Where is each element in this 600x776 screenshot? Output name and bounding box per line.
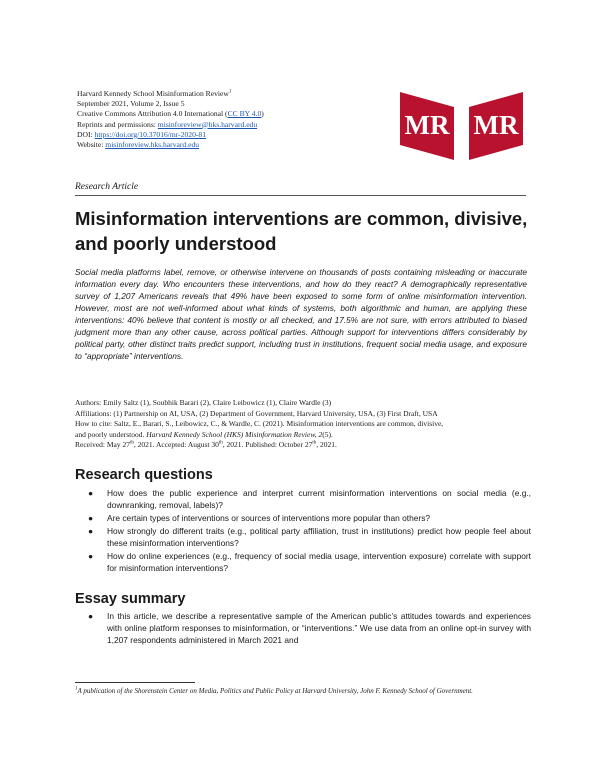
citation-plain: and poorly understood.: [75, 429, 147, 439]
logo-text-right: MR: [473, 110, 519, 140]
journal-meta: [77, 89, 264, 150]
footnote-mark[interactable]: 1: [228, 89, 232, 95]
journal-name-line: [77, 89, 264, 99]
website-prefix: Website:: [77, 140, 106, 150]
list-item: [0, 525, 531, 549]
published-sup: th: [312, 440, 317, 446]
license-line: [77, 109, 264, 119]
citation-end: (5).: [322, 429, 333, 439]
journal-name: Harvard Kennedy School Misinformation Review: [77, 89, 229, 98]
website-link[interactable]: misinforeview.hks.harvard.edu: [105, 140, 200, 150]
bullet: ●: [88, 513, 94, 523]
license-prefix: Creative Commons Attribution 4.0 International (: [77, 109, 228, 119]
list-item-text: Are certain types of interventions or sources of interventions more popular than others?: [107, 513, 431, 523]
footnote-text: A publication of the Shorenstein Center on Media, Politics and Public Policy at Harvard University, John F. Kennedy School of Government.: [77, 687, 473, 695]
received-sup: th: [129, 440, 134, 446]
published-date: , 2021. Published: October 27: [222, 440, 313, 449]
reprints-prefix: Reprints and permissions:: [77, 119, 158, 129]
article-info: [75, 398, 530, 451]
bullet: ●: [88, 488, 94, 498]
list-item-text: How does the public experience and interpret current misinformation interventions on social media (e.g., downranking, removal, labels)?: [107, 488, 531, 511]
citation-line-2: [75, 430, 530, 441]
accepted-sup: th: [218, 440, 223, 446]
reprints-line: [77, 120, 264, 130]
accepted-date: , 2021. Accepted: August 30: [133, 440, 219, 449]
affiliations: Affiliations: (1) Partnership on AI, USA, (2) Department of Government, Harvard University, USA, (3) First Draft, USA: [75, 408, 438, 418]
bullet: ●: [88, 611, 94, 621]
essay-summary-list: [0, 610, 531, 647]
journal-issue: September 2021, Volume 2, Issue 5: [77, 99, 185, 109]
bullet: ●: [88, 550, 94, 561]
dates-line: [75, 440, 530, 451]
footnote-divider: [75, 682, 195, 683]
essay-summary-heading: Essay summary: [75, 591, 186, 607]
citation-journal: Harvard Kennedy School (HKS) Misinformation Review, 2: [146, 429, 323, 439]
list-item-text: How strongly do different traits (e.g., political party affiliation, trust in institutions) predict how people feel about these misinformation interventions?: [107, 525, 531, 548]
doi-prefix: DOI:: [77, 129, 95, 139]
list-item: [0, 550, 531, 574]
list-item: [0, 512, 531, 524]
journal-logo: [398, 92, 525, 160]
footnote: [75, 686, 527, 696]
license-link[interactable]: CC BY 4.0: [227, 109, 262, 119]
abstract: Social media platforms label, remove, or otherwise intervene on thousands of posts containing misleading or inaccurate information every day. Who encounters these interventions, and how do they react? A demographically representative survey of 1,207 Americans reveals that 49% have been exposed to some form of online misinformation intervention. However, most are not well-informed about what kinds of systems, both algorithmic and human, are applying these interventions: 40% believe that content is mostly or all checked, and 17.5% are not sure, with errors attributed to biased judgment more than any other cause, across political parties. Although support for interventions differs considerably by political party, other distinct traits predict support, including trust in institutions, frequent social media usage, and exposure to “appropriate” interventions.: [75, 267, 527, 362]
header-divider: [75, 195, 526, 196]
list-item: [0, 610, 531, 647]
list-item-text: How do online experiences (e.g., frequency of social media usage, intervention exposure) correlate with support for misinformation interventions?: [107, 550, 531, 573]
footnote-number: 1: [75, 686, 78, 692]
doi-link[interactable]: https://doi.org/10.37016/mr-2020-81: [94, 129, 207, 139]
reprints-email-link[interactable]: misinforeview@hks.harvard.edu: [157, 119, 258, 129]
website-line: [77, 140, 264, 150]
received-date: Received: May 27: [75, 440, 130, 449]
list-item: [0, 487, 531, 511]
dates-end: , 2021.: [316, 440, 337, 449]
article-type: Research Article: [75, 182, 139, 192]
citation-line-1: How to cite: Saltz, E., Barari, S., Leibowicz, C., & Wardle, C. (2021). Misinformation interventions are common, divisive,: [75, 419, 444, 428]
bullet: ●: [88, 525, 94, 536]
research-questions-heading: Research questions: [75, 467, 213, 483]
list-item-text: In this article, we describe a representative sample of the American public’s attitudes towards and experiences with online platform responses to misinformation, or “interventions.” We use data from an online opt-in survey with 1,207 respondents administered in March 2021 and: [107, 611, 531, 646]
authors: Authors: Emily Saltz (1), Soubhik Barari (2), Claire Leibowicz (1), Claire Wardle (3): [75, 398, 332, 407]
doi-line: [77, 130, 264, 140]
license-suffix: ): [261, 109, 264, 119]
logo-text-left: MR: [404, 110, 450, 140]
research-questions-list: [0, 487, 531, 575]
article-title: Misinformation interventions are common, divisive, and poorly understood: [75, 208, 528, 254]
